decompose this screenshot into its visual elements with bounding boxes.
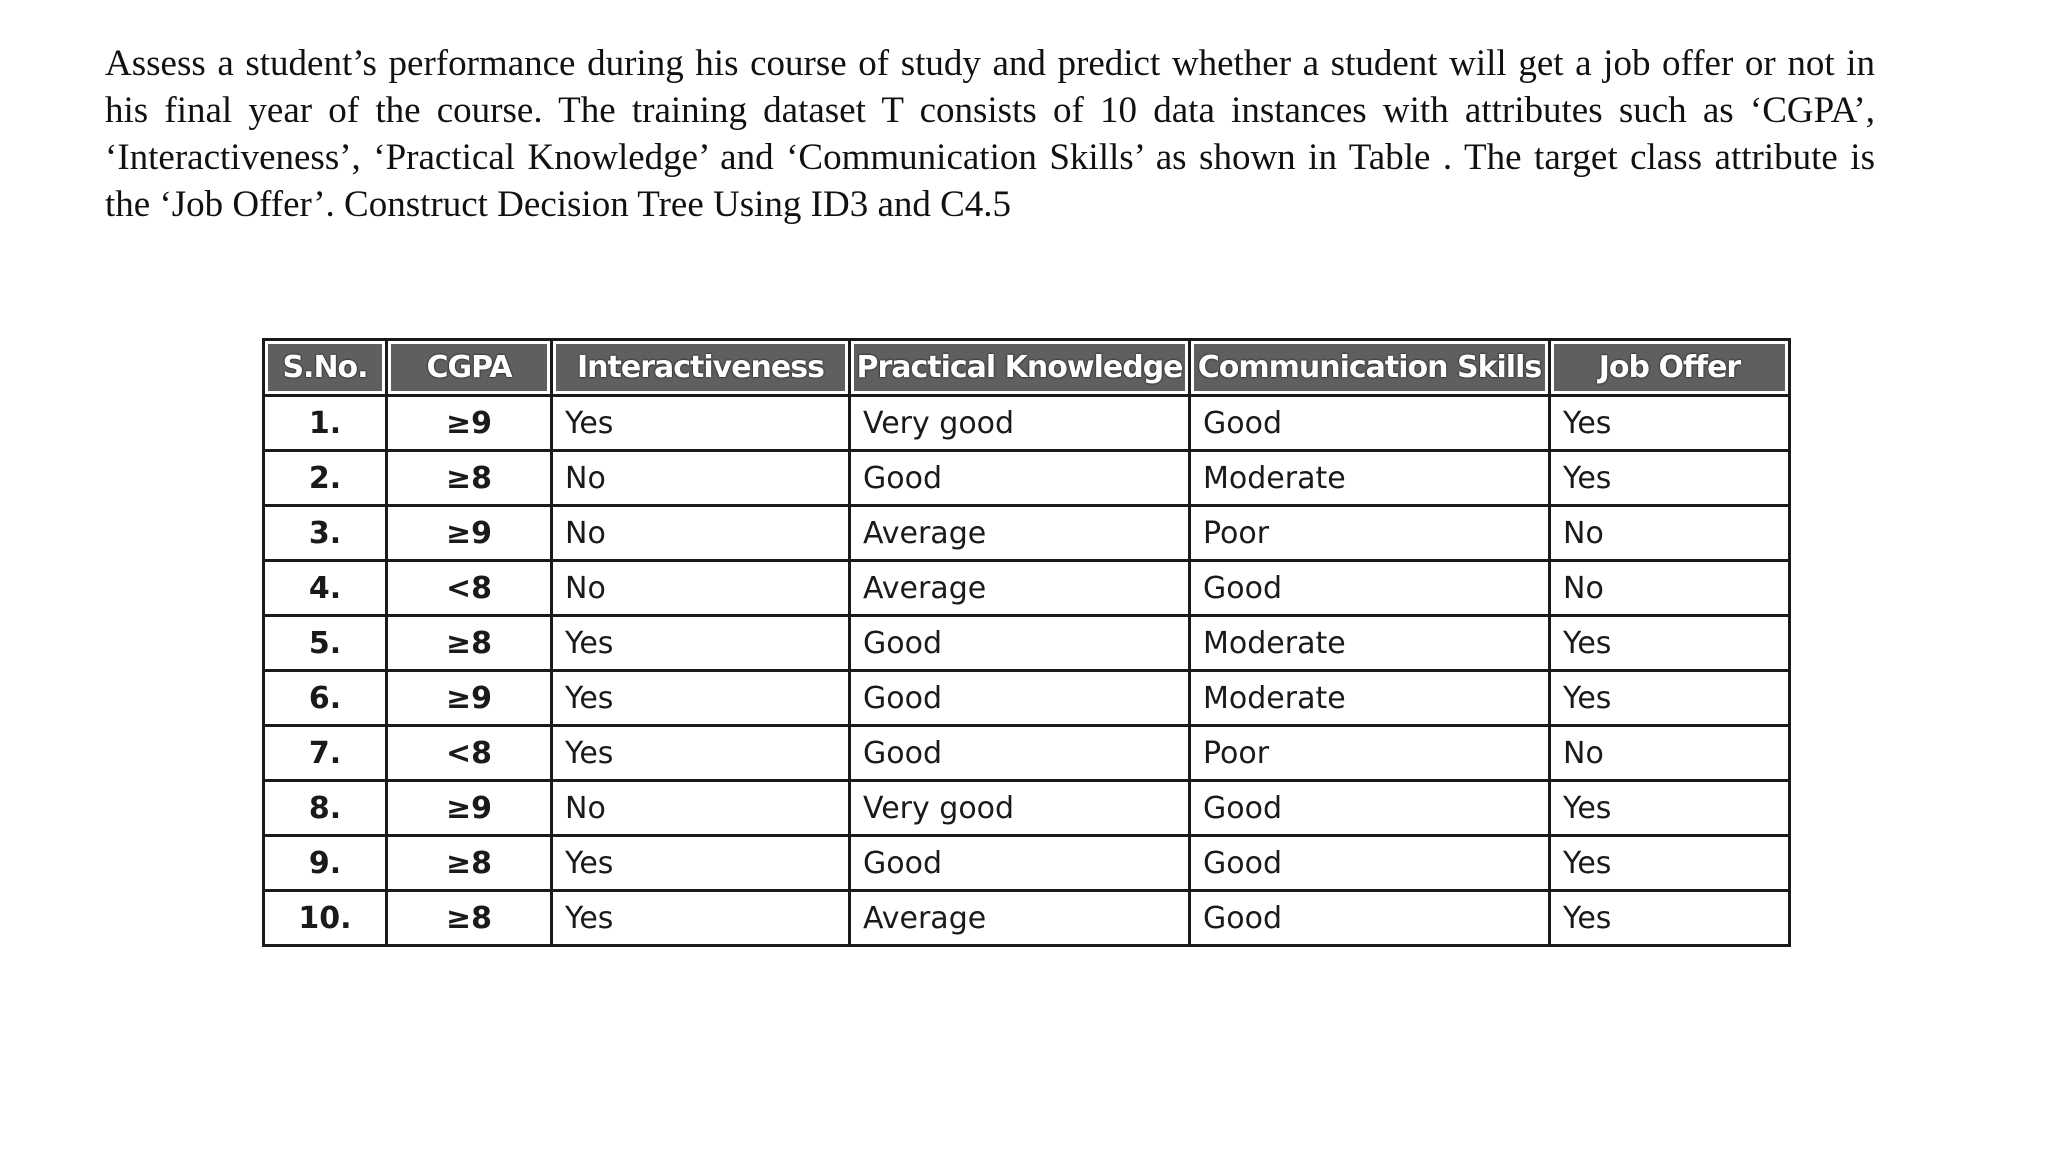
cell-cgpa: ≥8 <box>387 891 552 946</box>
cell-sno: 8. <box>264 781 387 836</box>
cell-sno: 4. <box>264 561 387 616</box>
cell-practical-knowledge: Good <box>850 836 1190 891</box>
cell-interactiveness: Yes <box>552 671 850 726</box>
cell-job-offer: Yes <box>1550 836 1790 891</box>
cell-job-offer: Yes <box>1550 891 1790 946</box>
cell-communication-skills: Good <box>1190 836 1550 891</box>
cell-sno: 5. <box>264 616 387 671</box>
cell-practical-knowledge: Very good <box>850 396 1190 451</box>
cell-interactiveness: Yes <box>552 616 850 671</box>
table-row <box>264 561 1790 616</box>
cell-sno: 2. <box>264 451 387 506</box>
table-row <box>264 891 1790 946</box>
cell-job-offer: Yes <box>1550 616 1790 671</box>
header-communication-skills: Communication Skills <box>1190 340 1550 396</box>
cell-communication-skills: Poor <box>1190 506 1550 561</box>
cell-cgpa: ≥8 <box>387 836 552 891</box>
header-practical-knowledge: Practical Knowledge <box>850 340 1190 396</box>
cell-sno: 9. <box>264 836 387 891</box>
training-dataset-table-container <box>262 338 1791 947</box>
table-row <box>264 726 1790 781</box>
cell-interactiveness: Yes <box>552 396 850 451</box>
cell-communication-skills: Good <box>1190 891 1550 946</box>
training-dataset-table <box>262 338 1791 947</box>
cell-cgpa: ≥9 <box>387 781 552 836</box>
cell-communication-skills: Good <box>1190 561 1550 616</box>
header-sno: S.No. <box>264 340 387 396</box>
table-body <box>264 396 1790 946</box>
header-cgpa: CGPA <box>387 340 552 396</box>
cell-job-offer: Yes <box>1550 396 1790 451</box>
cell-practical-knowledge: Average <box>850 561 1190 616</box>
cell-practical-knowledge: Good <box>850 451 1190 506</box>
cell-sno: 10. <box>264 891 387 946</box>
header-interactiveness: Interactiveness <box>552 340 850 396</box>
cell-communication-skills: Good <box>1190 781 1550 836</box>
question-text: Assess a student’s performance during his course of study and predict whether a student will get a job offer or not in his final year of the course. The training dataset T consists of 10 data instances with attributes such as ‘CGPA’, ‘Interactiveness’, ‘Practical Knowledge’ and ‘Communication Skills’ as shown in Table . The target class attribute is the ‘Job Offer’. Construct Decision Tree Using ID3 and C4.5 <box>105 43 1875 225</box>
cell-cgpa: ≥9 <box>387 506 552 561</box>
cell-job-offer: No <box>1550 506 1790 561</box>
cell-communication-skills: Moderate <box>1190 616 1550 671</box>
cell-job-offer: Yes <box>1550 781 1790 836</box>
cell-sno: 1. <box>264 396 387 451</box>
cell-communication-skills: Moderate <box>1190 671 1550 726</box>
cell-interactiveness: No <box>552 506 850 561</box>
cell-communication-skills: Poor <box>1190 726 1550 781</box>
table-row <box>264 396 1790 451</box>
cell-cgpa: ≥8 <box>387 616 552 671</box>
cell-practical-knowledge: Average <box>850 891 1190 946</box>
cell-cgpa: ≥9 <box>387 671 552 726</box>
cell-cgpa: <8 <box>387 561 552 616</box>
table-row <box>264 781 1790 836</box>
header-job-offer: Job Offer <box>1550 340 1790 396</box>
cell-interactiveness: Yes <box>552 836 850 891</box>
table-header-row <box>264 340 1790 396</box>
cell-practical-knowledge: Good <box>850 726 1190 781</box>
cell-cgpa: ≥9 <box>387 396 552 451</box>
cell-practical-knowledge: Very good <box>850 781 1190 836</box>
table-row <box>264 671 1790 726</box>
cell-practical-knowledge: Good <box>850 671 1190 726</box>
cell-interactiveness: No <box>552 561 850 616</box>
cell-interactiveness: Yes <box>552 726 850 781</box>
cell-job-offer: Yes <box>1550 671 1790 726</box>
cell-sno: 3. <box>264 506 387 561</box>
cell-communication-skills: Good <box>1190 396 1550 451</box>
cell-cgpa: ≥8 <box>387 451 552 506</box>
cell-job-offer: No <box>1550 561 1790 616</box>
cell-practical-knowledge: Average <box>850 506 1190 561</box>
cell-job-offer: Yes <box>1550 451 1790 506</box>
cell-practical-knowledge: Good <box>850 616 1190 671</box>
cell-sno: 7. <box>264 726 387 781</box>
cell-job-offer: No <box>1550 726 1790 781</box>
cell-interactiveness: Yes <box>552 891 850 946</box>
table-row <box>264 451 1790 506</box>
cell-interactiveness: No <box>552 451 850 506</box>
table-row <box>264 836 1790 891</box>
table-row <box>264 506 1790 561</box>
cell-interactiveness: No <box>552 781 850 836</box>
cell-cgpa: <8 <box>387 726 552 781</box>
table-row <box>264 616 1790 671</box>
cell-communication-skills: Moderate <box>1190 451 1550 506</box>
cell-sno: 6. <box>264 671 387 726</box>
